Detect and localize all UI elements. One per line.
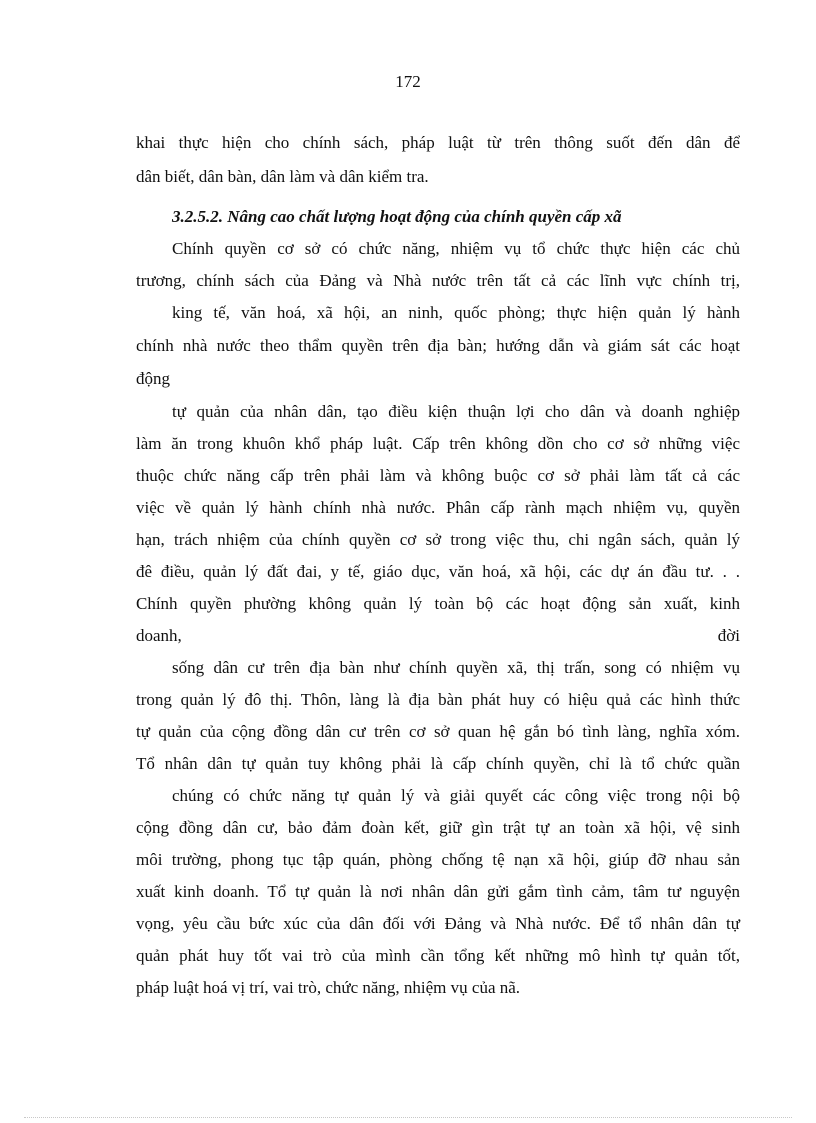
text-line: việc về quản lý hành chính nhà nước. Phân cấp rành mạch nhiệm vụ, quyền — [136, 498, 740, 517]
text-line: hạn, trách nhiệm của chính quyền cơ sở trong việc thu, chi ngân sách, quản lý — [136, 530, 740, 549]
text-line: dân biết, dân bàn, dân làm và dân kiểm tra. — [136, 167, 429, 186]
text-fragment: đời — [717, 626, 740, 645]
text-line: vọng, yêu cầu bức xúc của dân đối với Đảng và Nhà nước. Để tổ nhân dân tự — [136, 914, 740, 933]
text-line — [136, 625, 740, 647]
text-line: chúng có chức năng tự quản lý và giải quyết các công việc trong nội bộ — [172, 786, 740, 805]
page-number: 172 — [395, 72, 421, 91]
text-line: thuộc chức năng cấp trên phải làm và không buộc cơ sở phải làm tất cả các — [136, 466, 740, 485]
text-line: chính nhà nước theo thẩm quyền trên địa bàn; hướng dẫn và giám sát các hoạt — [136, 336, 740, 355]
text-line: tự quản của cộng đồng dân cư trên cơ sở quan hệ gắn bó tình làng, nghĩa xóm. — [136, 722, 740, 741]
text-line: khai thực hiện cho chính sách, pháp luật từ trên thông suốt đến dân để — [136, 133, 740, 152]
text-fragment: doanh, — [136, 626, 182, 645]
text-line: làm ăn trong khuôn khổ pháp luật. Cấp trên không dồn cho cơ sở những việc — [136, 434, 740, 453]
text-line: king tế, văn hoá, xã hội, an ninh, quốc phòng; thực hiện quản lý hành — [172, 303, 740, 322]
text-line: trương, chính sách của Đảng và Nhà nước trên tất cả các lĩnh vực chính trị, — [136, 271, 740, 290]
text-line: tự quản của nhân dân, tạo điều kiện thuận lợi cho dân và doanh nghiệp — [172, 402, 740, 421]
page-bottom-divider — [24, 1117, 792, 1118]
section-heading: 3.2.5.2. Nâng cao chất lượng hoạt động của chính quyền cấp xã — [172, 207, 622, 226]
text-line: động — [136, 369, 170, 388]
text-line: xuất kinh doanh. Tổ tự quản là nơi nhân dân gửi gắm tình cảm, tâm tư nguyện — [136, 882, 740, 901]
text-line: quản phát huy tốt vai trò của mình cần tổng kết những mô hình tự quản tốt, — [136, 946, 740, 965]
text-line: đê điều, quản lý đất đai, y tế, giáo dục, văn hoá, xã hội, các dự án đầu tư. . . — [136, 562, 740, 581]
text-line: trong quản lý đô thị. Thôn, làng là địa bàn phát huy có hiệu quả các hình thức — [136, 690, 740, 709]
text-line: Chính quyền phường không quản lý toàn bộ các hoạt động sản xuất, kinh — [136, 594, 740, 613]
text-line: sống dân cư trên địa bàn như chính quyền xã, thị trấn, song có nhiệm vụ — [172, 658, 740, 677]
text-line: pháp luật hoá vị trí, vai trò, chức năng, nhiệm vụ của nã. — [136, 978, 521, 997]
text-line: Chính quyền cơ sở có chức năng, nhiệm vụ tổ chức thực hiện các chủ — [172, 239, 740, 258]
text-line: môi trường, phong tục tập quán, phòng chống tệ nạn xã hội, giúp đỡ nhau sản — [136, 850, 740, 869]
text-line: Tổ nhân dân tự quản tuy không phải là cấp chính quyền, chỉ là tổ chức quần — [136, 754, 740, 773]
text-line: cộng đồng dân cư, bảo đảm đoàn kết, giữ gìn trật tự an toàn xã hội, vệ sinh — [136, 818, 740, 837]
